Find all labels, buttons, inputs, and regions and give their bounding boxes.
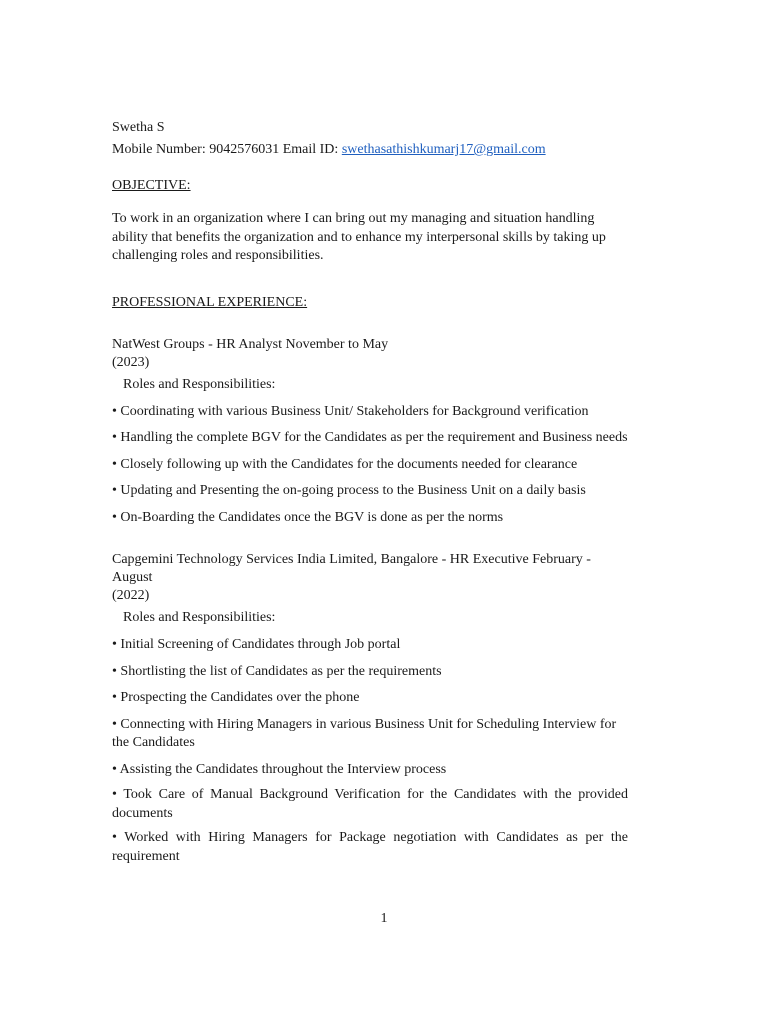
list-item: • Updating and Presenting the on-going process to the Business Unit on a daily basis bbox=[112, 483, 586, 498]
resume-content bbox=[112, 118, 628, 866]
page-number: 1 bbox=[380, 911, 388, 926]
job-title: NatWest Groups - HR Analyst November to May bbox=[112, 336, 389, 352]
list-item: • Closely following up with the Candidates for the documents needed for clearance bbox=[112, 456, 578, 472]
job-year: (2023) bbox=[112, 354, 150, 370]
objective-text: To work in an organization where I can bring out my managing and situation handling ability that benefits the organization and to enhance my interpersonal skills by taking up challenging roles and responsibilities. bbox=[112, 211, 606, 263]
roles-label: Roles and Responsibilities: bbox=[123, 376, 276, 392]
objective-heading: OBJECTIVE: bbox=[112, 178, 191, 193]
list-item: • Assisting the Candidates throughout the Interview process bbox=[112, 761, 447, 777]
job-year: (2022) bbox=[112, 588, 150, 603]
list-item: • Initial Screening of Candidates through Job portal bbox=[112, 637, 401, 652]
list-item: • Prospecting the Candidates over the phone bbox=[112, 690, 360, 705]
contact-line bbox=[112, 140, 628, 159]
list-item: • Handling the complete BGV for the Candidates as per the requirement and Business needs bbox=[112, 430, 628, 445]
list-item: • Shortlisting the list of Candidates as per the requirements bbox=[112, 663, 442, 679]
list-item: • Coordinating with various Business Unit/ Stakeholders for Background verification bbox=[112, 403, 589, 419]
candidate-name: Swetha S bbox=[112, 120, 165, 135]
contact-text: Mobile Number: 9042576031 Email ID: bbox=[112, 142, 342, 157]
job-entry bbox=[112, 336, 628, 528]
list-item: • Connecting with Hiring Managers in various Business Unit for Scheduling Interview for the Candidates bbox=[112, 716, 617, 750]
experience-heading: PROFESSIONAL EXPERIENCE: bbox=[112, 294, 308, 310]
email-link[interactable]: swethasathishkumarj17@gmail.com bbox=[341, 142, 546, 157]
list-item: • Worked with Hiring Managers for Package negotiation with Candidates as per the requirement bbox=[112, 830, 628, 864]
list-item: • On-Boarding the Candidates once the BGV is done as per the norms bbox=[112, 509, 504, 525]
list-item: • Took Care of Manual Background Verification for the Candidates with the provided documents bbox=[112, 787, 628, 821]
job-entry bbox=[112, 551, 628, 866]
roles-label: Roles and Responsibilities: bbox=[123, 610, 276, 625]
job-title: Capgemini Technology Services India Limited, Bangalore - HR Executive February - August bbox=[112, 552, 591, 585]
